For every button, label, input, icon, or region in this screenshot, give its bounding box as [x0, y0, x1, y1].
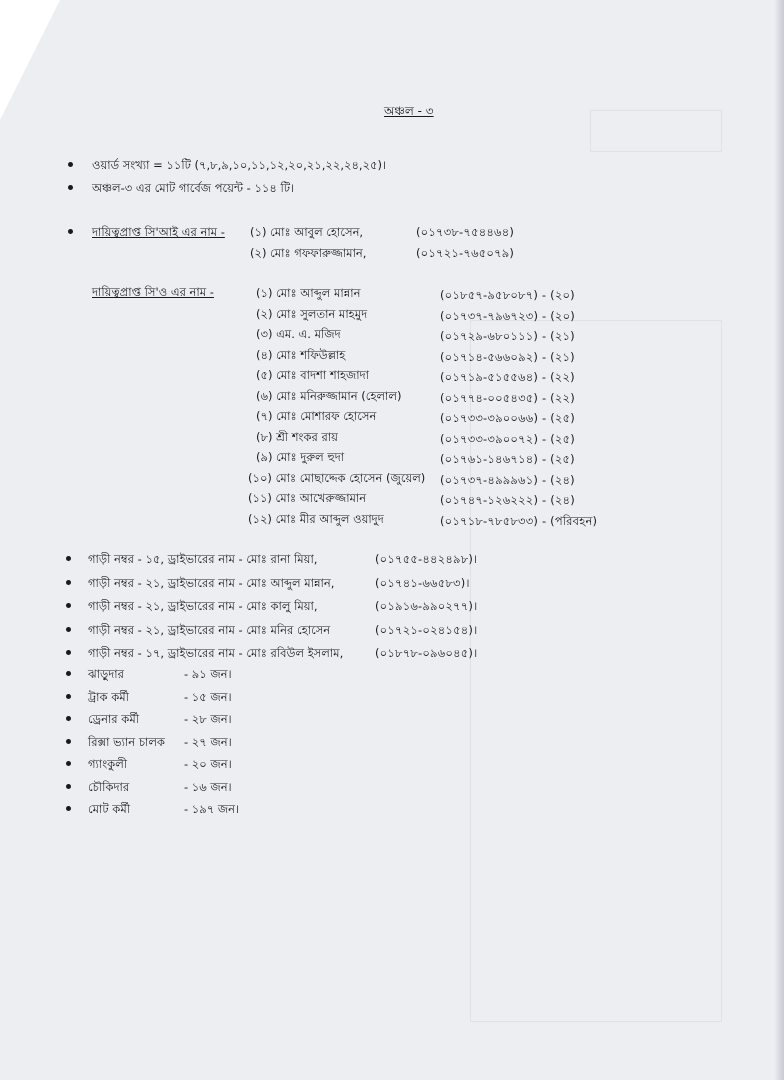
ci-phone: (০১৭৩৮-৭৫৪৪৬৪): [416, 225, 515, 239]
bullet: [68, 162, 73, 167]
staff-count: - ৯১ জন।: [184, 667, 232, 681]
ci-label: দায়িত্বপ্রাপ্ত সি'আই এর নাম -: [92, 225, 225, 239]
bullet: [66, 556, 71, 561]
bullet: [66, 603, 71, 608]
staff-count: - ১৬ জন।: [184, 779, 232, 794]
staff-label: ঝাড়ুদার: [88, 667, 124, 681]
co-phone: (০১৭৩৭-৭৯৬৭২৩) - (২০): [440, 308, 575, 323]
ci-phone: (০১৭২১-৭৬৫০৭৯): [416, 246, 515, 260]
staff-label: রিক্সা ভ্যান চালক: [88, 734, 165, 749]
bullet: [66, 716, 71, 721]
show-through-box: [590, 110, 722, 152]
folded-corner: [0, 0, 60, 120]
page-title: অঞ্চল - ৩: [384, 104, 434, 118]
co-phone: (০১৭১৯-৫১৫৫৬৪) - (২২): [440, 370, 575, 384]
co-name: (৮) শ্রী শংকর রায়: [256, 429, 338, 444]
co-phone: (০১৭৬১-১৪৬৭১৪) - (২৫): [440, 452, 575, 466]
co-name: (১০) মোঃ মোছাদ্দেক হোসেন (জুয়েল): [248, 470, 426, 485]
vehicle-info: গাড়ী নম্বর - ২১, ড্রাইভারের নাম - মোঃ আব্দুল মান্নান,: [88, 575, 335, 590]
co-name: (৯) মোঃ দুরুল হুদা: [256, 450, 345, 464]
vehicle-phone: (০১৮৭৮-০৯৬০৪৫)।: [375, 646, 478, 660]
page-edge-shadow: [774, 0, 784, 1080]
co-name: (৬) মোঃ মনিরুজ্জামান (হেলাল): [256, 388, 402, 403]
co-name: (১) মোঃ আব্দুল মান্নান: [256, 286, 361, 300]
co-phone: (০১৭২৯-৬৮০১১১) - (২১): [440, 329, 575, 343]
co-phone: (০১৭১৪-৫৬৬০৯২) - (২১): [440, 349, 575, 364]
co-name: (৪) মোঃ শফিউল্লাহ: [256, 347, 346, 362]
vehicle-info: গাড়ী নম্বর - ১৫, ড্রাইভারের নাম - মোঃ রানা মিয়া,: [88, 552, 318, 566]
co-phone: (০১৮৫৭-৯৫৮০৮৭) - (২০): [440, 288, 575, 302]
bullet: [68, 229, 73, 234]
bullet: [66, 627, 71, 632]
co-name: (১১) মোঃ আখেরুজ্জামান: [248, 491, 367, 505]
staff-label: চৌকিদার: [88, 779, 130, 794]
vehicle-info: গাড়ী নম্বর - ১৭, ড্রাইভারের নাম - মোঃ রবিউল ইসলাম,: [88, 646, 344, 660]
bullet: [66, 580, 71, 585]
co-name: (৩) এম. এ. মজিদ: [256, 327, 341, 341]
co-phone: (০১৭৩৩-৩৯০০৬৬) - (২৫): [440, 411, 575, 425]
bullet: [68, 185, 73, 190]
co-phone: (০১৭৪৭-১২৬২২২) - (২৪): [440, 493, 575, 507]
ward-count: ওয়ার্ড সংখ্যা = ১১টি (৭,৮,৯,১০,১১,১২,২০,২১,২২,২৪,২৫)।: [92, 158, 387, 172]
vehicle-info: গাড়ী নম্বর - ২১, ড্রাইভারের নাম - মোঃ মনির হোসেন: [88, 622, 331, 637]
vehicle-info: গাড়ী নম্বর - ২১, ড্রাইভারের নাম - মোঃ কালু মিয়া,: [88, 599, 318, 613]
bullet: [66, 761, 71, 766]
bullet: [66, 671, 71, 676]
bullet: [66, 784, 71, 789]
ci-name: (১) মোঃ আবুল হোসেন,: [250, 225, 364, 239]
co-name: (৭) মোঃ মোশারফ হোসেন: [256, 409, 377, 423]
bullet: [66, 806, 71, 811]
staff-label: ট্রাক কর্মী: [88, 689, 129, 704]
staff-label: মোট কর্মী: [88, 802, 131, 816]
co-name: (১২) মোঃ মীর আব্দুল ওয়াদুদ: [248, 511, 384, 526]
vehicle-phone: (০১৭২১-০২৪১৫৪)।: [375, 622, 478, 637]
bullet: [66, 650, 71, 655]
ci-name: (২) মোঃ গফফারুজ্জামান,: [250, 246, 367, 260]
co-label: দায়িত্বপ্রাপ্ত সি'ও এর নাম -: [92, 285, 214, 299]
vehicle-phone: (০১৭৫৫-৪৪২৪৯৮)।: [375, 552, 478, 566]
bullet: [66, 694, 71, 699]
staff-count: - ২৭ জন।: [184, 734, 232, 749]
staff-count: - ১৯৭ জন।: [184, 802, 240, 816]
vehicle-phone: (০১৯১৬-৯৯০২৭৭)।: [375, 599, 478, 613]
bullet: [66, 739, 71, 744]
co-name: (২) মোঃ সুলতান মাহমুদ: [256, 306, 368, 321]
vehicle-phone: (০১৭৪১-৬৬৫৮৩)।: [375, 575, 470, 590]
garbage-points: অঞ্চল-৩ এর মোট গার্বেজ পয়েন্ট - ১১৪ টি।: [92, 181, 295, 195]
show-through-table: [470, 320, 722, 1022]
staff-count: - ২০ জন।: [184, 757, 232, 771]
staff-count: - ১৫ জন।: [184, 689, 232, 704]
staff-label: গ্যাংকুলী: [88, 757, 128, 771]
staff-label: ড্রেনার কর্মী: [88, 712, 140, 726]
staff-count: - ২৮ জন।: [184, 712, 232, 726]
co-phone: (০১৭১৮-৭৮৫৮৩৩) - (পরিবহন): [440, 513, 598, 528]
co-phone: (০১৭৭৪-০০৫৪৩৫) - (২২): [440, 390, 575, 405]
co-name: (৫) মোঃ বাদশা শাহজাদা: [256, 368, 370, 382]
co-phone: (০১৭৩৭-৪৯৯৯৬১) - (২৪): [440, 472, 575, 487]
co-phone: (০১৭৩৩-৩৯০০৭২) - (২৫): [440, 431, 575, 446]
